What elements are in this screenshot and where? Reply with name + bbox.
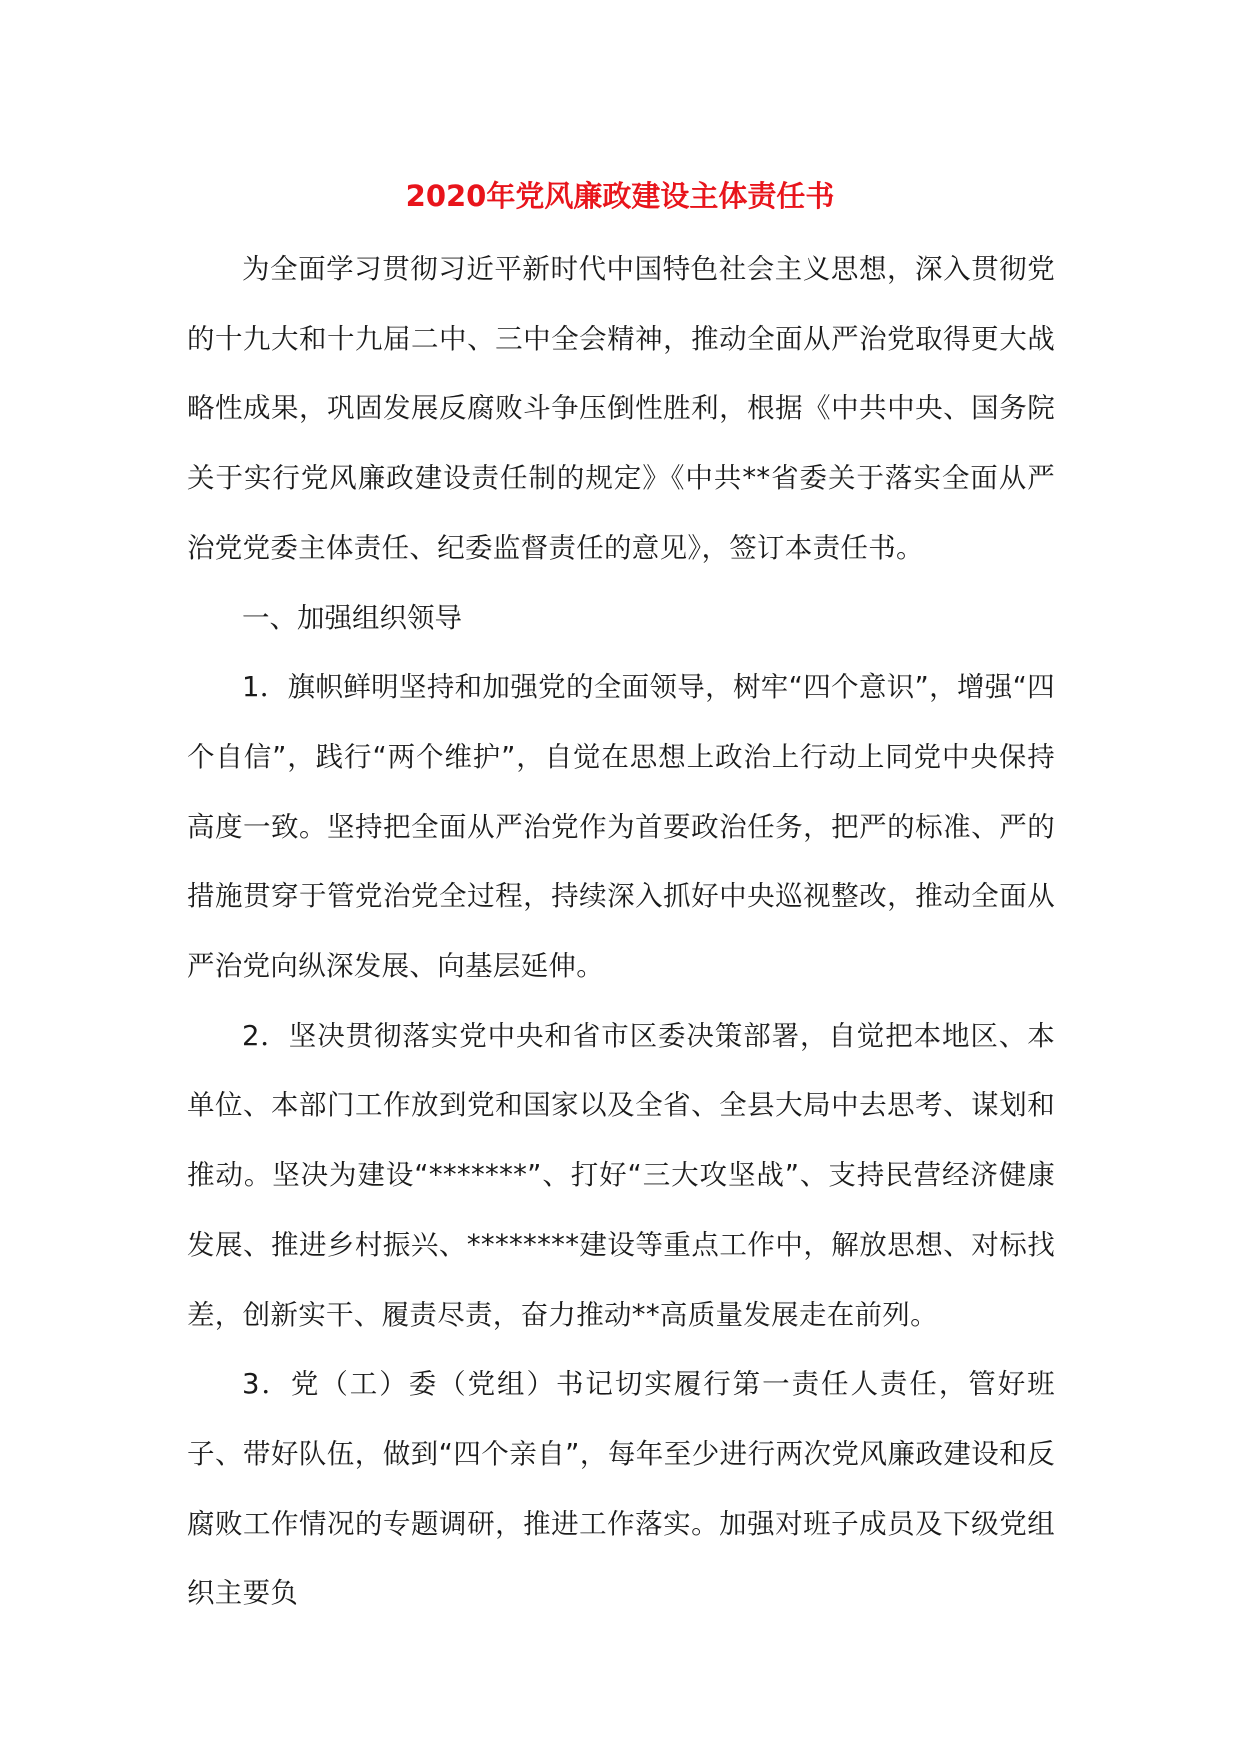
item-paragraph-1: 1．旗帜鲜明坚持和加强党的全面领导，树牢“四个意识”，增强“四个自信”，践行“两个维护”，自觉在思想上政治上行动上同党中央保持高度一致。坚持把全面从严治党作为首要政治任务，把严的标准、严的措施贯穿于管党治党全过程，持续深入抓好中央巡视整改，推动全面从严治党向纵深发展、向基层延伸。: [187, 671, 1055, 983]
section-heading: 一、加强组织领导: [242, 601, 462, 634]
document-title: 2020年党风廉政建设主体责任书: [405, 179, 835, 213]
item-paragraph-2: 2．坚决贯彻落实党中央和省市区委决策部署，自觉把本地区、本单位、本部门工作放到党和国家以及全省、全县大局中去思考、谋划和推动。坚决为建设“*******”、打好“三大攻坚战”、支持民营经济健康发展、推进乡村振兴、********建设等重点工作中，解放思想、对标找差，创新实干、履责尽责，奋力推动**高质量发展走在前列。: [187, 1019, 1055, 1331]
document-body: [187, 235, 1055, 1629]
item-paragraph-3: 3．党（工）委（党组）书记切实履行第一责任人责任，管好班子、带好队伍，做到“四个亲自”，每年至少进行两次党风廉政建设和反腐败工作情况的专题调研，推进工作落实。加强对班子成员及下级党组织主要负: [187, 1368, 1055, 1610]
intro-paragraph: 为全面学习贯彻习近平新时代中国特色社会主义思想，深入贯彻党的十九大和十九届二中、三中全会精神，推动全面从严治党取得更大战略性成果，巩固发展反腐败斗争压倒性胜利，根据《中共中央、国务院关于实行党风廉政建设责任制的规定》《中共**省委关于落实全面从严治党党委主体责任、纪委监督责任的意见》，签订本责任书。: [187, 253, 1055, 564]
